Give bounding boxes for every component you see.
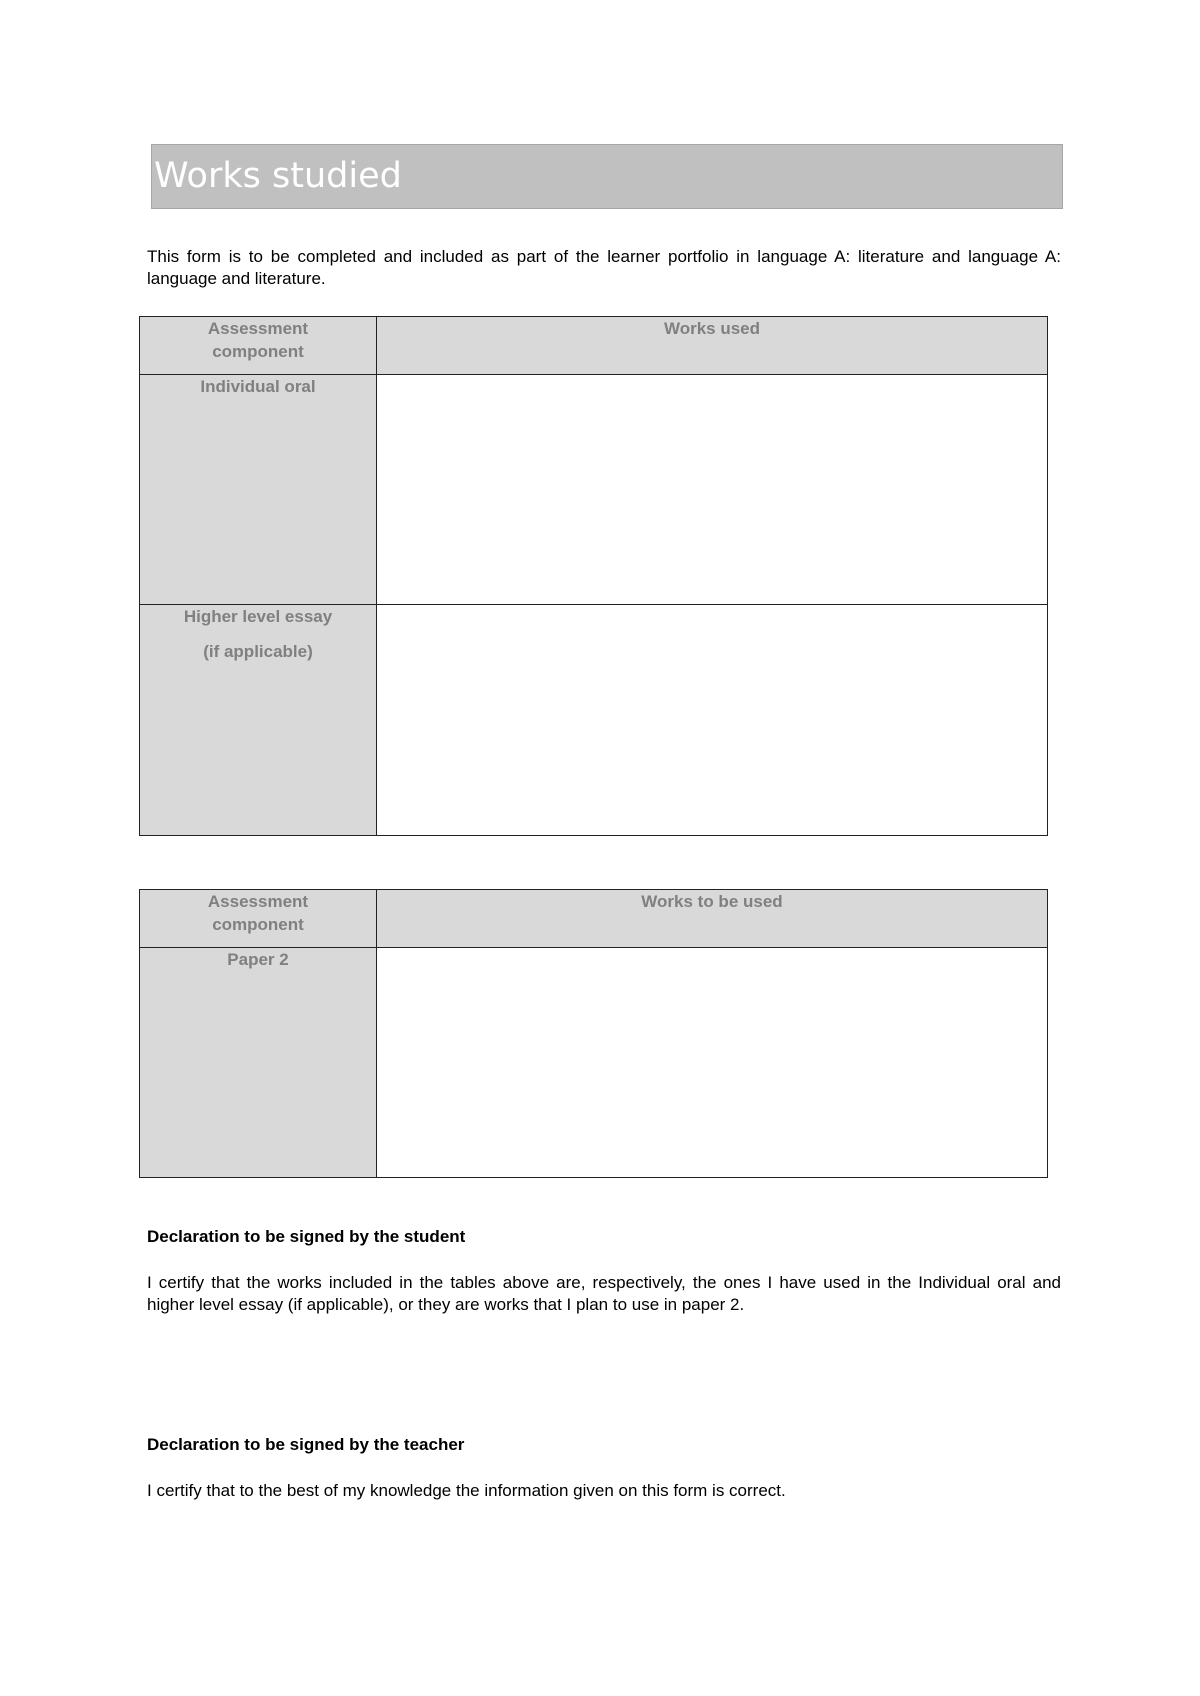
- row-label-text: Paper 2: [227, 950, 289, 969]
- row-label-paper-2: [140, 948, 377, 1178]
- title-banner: [151, 144, 1063, 209]
- column-header-works-to-be-used: Works to be used: [377, 890, 1048, 948]
- works-used-individual-oral-cell[interactable]: [377, 375, 1048, 605]
- student-declaration-heading: Declaration to be signed by the student: [147, 1227, 466, 1246]
- works-used-higher-level-essay-cell[interactable]: [377, 605, 1048, 836]
- works-to-be-used-paper-2-cell[interactable]: [377, 948, 1048, 1178]
- teacher-declaration-text: I certify that to the best of my knowledge the information given on this form is correct.: [147, 1481, 786, 1500]
- table-header-row: [140, 890, 1048, 948]
- row-label-text: Higher level essay: [183, 607, 333, 626]
- row-sublabel-text: (if applicable): [203, 642, 313, 661]
- table-row: [140, 948, 1048, 1178]
- column-header-assessment: Assessment component: [140, 890, 377, 948]
- works-to-be-used-table: [139, 889, 1048, 1178]
- teacher-declaration-heading: Declaration to be signed by the teacher: [147, 1435, 465, 1454]
- student-declaration-text: I certify that the works included in the tables above are, respectively, the ones I have used in the Individual oral and higher level essay (if applicable), or they are works that I plan to use in paper 2.: [147, 1273, 1061, 1314]
- works-used-table: [139, 316, 1048, 836]
- row-label-individual-oral: [140, 375, 377, 605]
- table-header-row: [140, 317, 1048, 375]
- row-label-higher-level-essay: [140, 605, 377, 836]
- table-row: [140, 375, 1048, 605]
- column-header-assessment: Assessment component: [140, 317, 377, 375]
- row-label-text: Individual oral: [200, 377, 316, 396]
- page-title: Works studied: [154, 156, 402, 196]
- intro-paragraph: This form is to be completed and included as part of the learner portfolio in language A: literature and language A: language and literature.: [147, 247, 1061, 288]
- column-header-works-used: Works used: [377, 317, 1048, 375]
- table-row: [140, 605, 1048, 836]
